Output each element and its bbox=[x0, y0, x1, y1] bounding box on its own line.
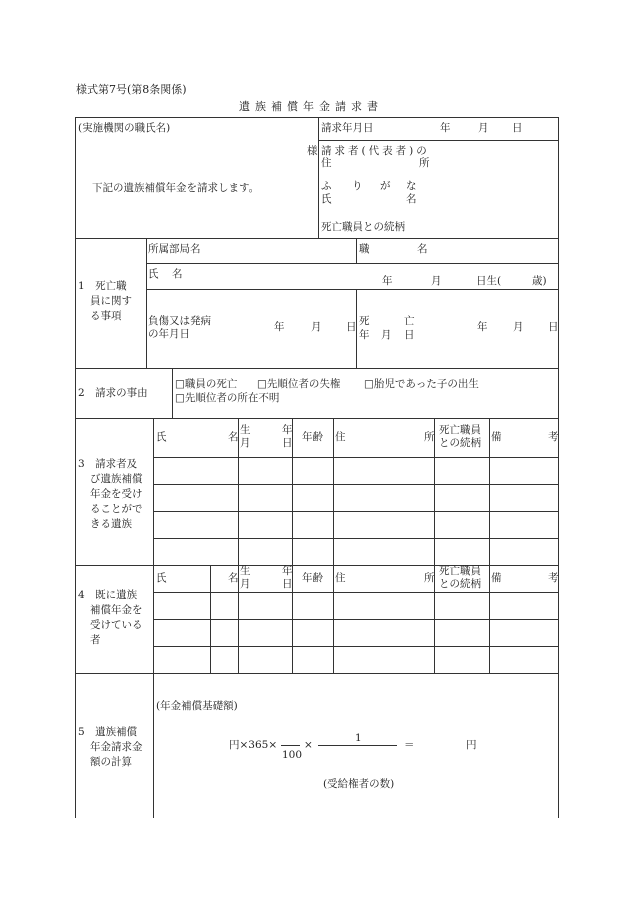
s4-col-relation-2: との続柄 bbox=[439, 578, 481, 590]
deceased-name-label: 氏 bbox=[148, 268, 159, 280]
death-day: 日 bbox=[548, 321, 559, 333]
formula-left: 円×365× bbox=[229, 739, 278, 751]
reason-option-forfeit[interactable]: □先順位者の失権 bbox=[257, 378, 341, 390]
death-label-2: 亡 bbox=[404, 315, 415, 327]
injury-label-2: の年月日 bbox=[148, 328, 190, 340]
s4-col-birth-1: 生 bbox=[240, 565, 251, 577]
reason-option-death[interactable]: □職員の死亡 bbox=[175, 378, 238, 390]
s4-col-name-end: 名 bbox=[228, 572, 239, 584]
s4-col-relation-1: 死亡職員 bbox=[439, 565, 481, 577]
s3-col-birth-4: 日 bbox=[282, 437, 293, 449]
sec2-heading: 2 請求の事由 bbox=[78, 387, 148, 399]
s4-col-address-end: 所 bbox=[424, 572, 435, 584]
birth-year: 年 bbox=[382, 275, 393, 287]
agency-label: (実施機関の職氏名) bbox=[78, 122, 171, 134]
formula-numerator: 1 bbox=[355, 732, 362, 744]
sec5-heading-3: 額の計算 bbox=[90, 756, 132, 768]
furigana-1: ふ bbox=[321, 180, 332, 192]
sec1-heading-2: 員に関す bbox=[90, 295, 132, 307]
s4-col-remarks-end: 考 bbox=[548, 572, 559, 584]
death-label-5: 日 bbox=[404, 329, 415, 341]
sec5-heading-2: 年金請求金 bbox=[90, 741, 143, 753]
sec3-heading-4: ることがで bbox=[90, 503, 143, 515]
furigana-2: り bbox=[352, 180, 363, 192]
birth-age: 歳) bbox=[532, 275, 547, 287]
s3-col-remarks: 備 bbox=[491, 431, 502, 443]
death-month: 月 bbox=[513, 321, 524, 333]
sec3-heading-3: 年金を受け bbox=[90, 488, 143, 500]
s3-col-name: 氏 bbox=[156, 431, 167, 443]
request-date-month: 月 bbox=[478, 122, 489, 134]
claimant-label: 請求者(代表者)の bbox=[321, 145, 430, 157]
relation-label: 死亡職員との続柄 bbox=[321, 221, 405, 233]
name-label: 氏 bbox=[321, 193, 332, 205]
form-title: 遺族補償年金請求書 bbox=[239, 100, 383, 113]
furigana-3: が bbox=[380, 180, 391, 192]
s3-col-relation-2: との続柄 bbox=[439, 437, 481, 449]
death-year: 年 bbox=[477, 321, 488, 333]
s4-col-remarks: 備 bbox=[491, 572, 502, 584]
sec4-heading-3: 受けている bbox=[90, 619, 143, 631]
furigana-4: な bbox=[406, 180, 417, 192]
death-label-3: 年 bbox=[359, 329, 370, 341]
request-date-year: 年 bbox=[440, 122, 451, 134]
beneficiary-count-label: (受給権者の数) bbox=[323, 778, 395, 790]
injury-month: 月 bbox=[311, 321, 322, 333]
formula-yen: 円 bbox=[466, 739, 477, 751]
injury-label-1: 負傷又は発病 bbox=[148, 315, 211, 327]
sec1-heading-3: る事項 bbox=[90, 310, 122, 322]
s3-col-age: 年齢 bbox=[302, 431, 323, 443]
formula-times: × bbox=[304, 739, 313, 751]
request-date-label: 請求年月日 bbox=[321, 122, 374, 134]
s4-col-address: 住 bbox=[335, 572, 346, 584]
death-label-1: 死 bbox=[359, 315, 370, 327]
injury-day: 日 bbox=[346, 321, 357, 333]
birth-month: 月 bbox=[431, 275, 442, 287]
birth-day-suffix: 日生( bbox=[476, 275, 502, 287]
sec4-heading-2: 補償年金を bbox=[90, 604, 143, 616]
request-date-day: 日 bbox=[512, 122, 523, 134]
sec3-heading-1: 3 請求者及 bbox=[78, 458, 138, 470]
address-label: 住 bbox=[321, 157, 332, 169]
sec3-heading-2: び遺族補償 bbox=[90, 473, 143, 485]
form-number: 様式第7号(第8条関係) bbox=[76, 83, 187, 96]
sec4-heading-4: 者 bbox=[90, 634, 101, 646]
sec4-heading-1: 4 既に遺族 bbox=[78, 589, 138, 601]
s4-col-birth-2: 年 bbox=[282, 565, 293, 577]
death-label-4: 月 bbox=[381, 329, 392, 341]
sama-suffix: 様 bbox=[307, 145, 318, 157]
formula-denominator-100: 100 bbox=[282, 749, 303, 761]
s3-col-address-end: 所 bbox=[424, 431, 435, 443]
injury-year: 年 bbox=[274, 321, 285, 333]
address-label-end: 所 bbox=[419, 157, 430, 169]
formula-equals: ＝ bbox=[404, 739, 415, 751]
reason-option-birth[interactable]: □胎児であった子の出生 bbox=[364, 378, 479, 390]
request-statement: 下記の遺族補償年金を請求します。 bbox=[92, 182, 260, 194]
s3-col-relation-1: 死亡職員 bbox=[439, 424, 481, 436]
s4-col-age: 年齢 bbox=[302, 572, 323, 584]
post-label-end: 名 bbox=[417, 243, 428, 255]
sec1-heading-1: 1 死亡職 bbox=[78, 280, 127, 292]
s3-col-birth-2: 年 bbox=[282, 424, 293, 436]
sec5-heading-1: 5 遺族補償 bbox=[78, 726, 138, 738]
s4-col-name: 氏 bbox=[156, 572, 167, 584]
deceased-name-label-end: 名 bbox=[172, 268, 183, 280]
s3-col-remarks-end: 考 bbox=[548, 431, 559, 443]
s4-col-birth-4: 日 bbox=[282, 578, 293, 590]
s3-col-name-end: 名 bbox=[228, 431, 239, 443]
s3-col-birth-1: 生 bbox=[240, 424, 251, 436]
pension-basis-label: (年金補償基礎額) bbox=[156, 700, 238, 712]
s3-col-birth-3: 月 bbox=[240, 437, 251, 449]
s3-col-address: 住 bbox=[335, 431, 346, 443]
dept-label: 所属部局名 bbox=[148, 243, 201, 255]
s4-col-birth-3: 月 bbox=[240, 578, 251, 590]
post-label: 職 bbox=[359, 243, 370, 255]
name-label-end: 名 bbox=[406, 193, 417, 205]
sec3-heading-5: きる遺族 bbox=[90, 518, 132, 530]
reason-option-missing[interactable]: □先順位者の所在不明 bbox=[175, 392, 280, 404]
